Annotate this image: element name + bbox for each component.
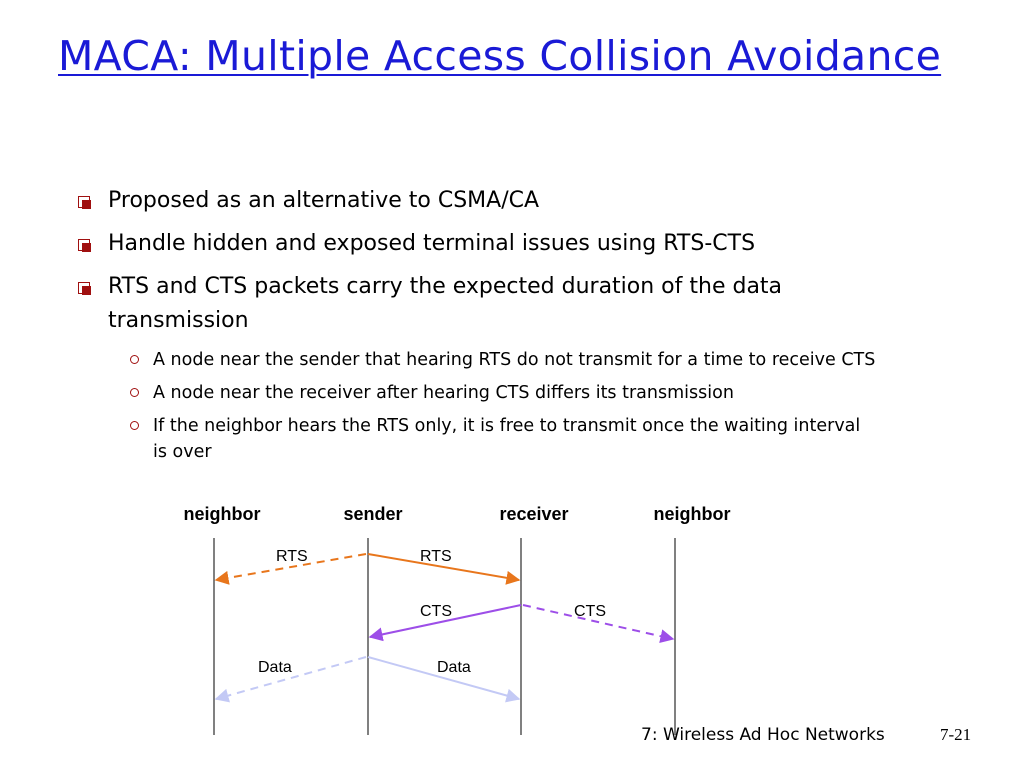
footer-page-number: 7-21 bbox=[940, 725, 972, 744]
footer-course-title: 7: Wireless Ad Hoc Networks bbox=[641, 725, 885, 745]
data-label-right: Data bbox=[437, 659, 471, 676]
rts-label-left: RTS bbox=[276, 548, 308, 565]
sub-bullet-text: A node near the sender that hearing RTS do not transmit for a time to receive CTS bbox=[153, 350, 876, 370]
node-label-neighbor-left: neighbor bbox=[183, 504, 261, 524]
data-label-left: Data bbox=[258, 659, 292, 676]
bullet-text: RTS and CTS packets carry the expected duration of the data transmission bbox=[108, 274, 783, 333]
node-label-neighbor-right: neighbor bbox=[653, 504, 731, 524]
slide-title: MACA: Multiple Access Collision Avoidance bbox=[58, 32, 942, 80]
bullet-text: Handle hidden and exposed terminal issues using RTS-CTS bbox=[108, 231, 756, 256]
bullet-text: Proposed as an alternative to CSMA/CA bbox=[108, 188, 540, 213]
node-label-sender: sender bbox=[343, 504, 403, 524]
cts-label-right: CTS bbox=[574, 603, 606, 620]
cts-label-left: CTS bbox=[420, 603, 452, 620]
rts-label-right: RTS bbox=[420, 548, 452, 565]
sub-bullet-text: A node near the receiver after hearing CTS differs its transmission bbox=[153, 383, 734, 403]
sub-bullet-text: If the neighbor hears the RTS only, it is free to transmit once the waiting interval is over bbox=[153, 416, 861, 462]
node-label-receiver: receiver bbox=[499, 504, 569, 524]
